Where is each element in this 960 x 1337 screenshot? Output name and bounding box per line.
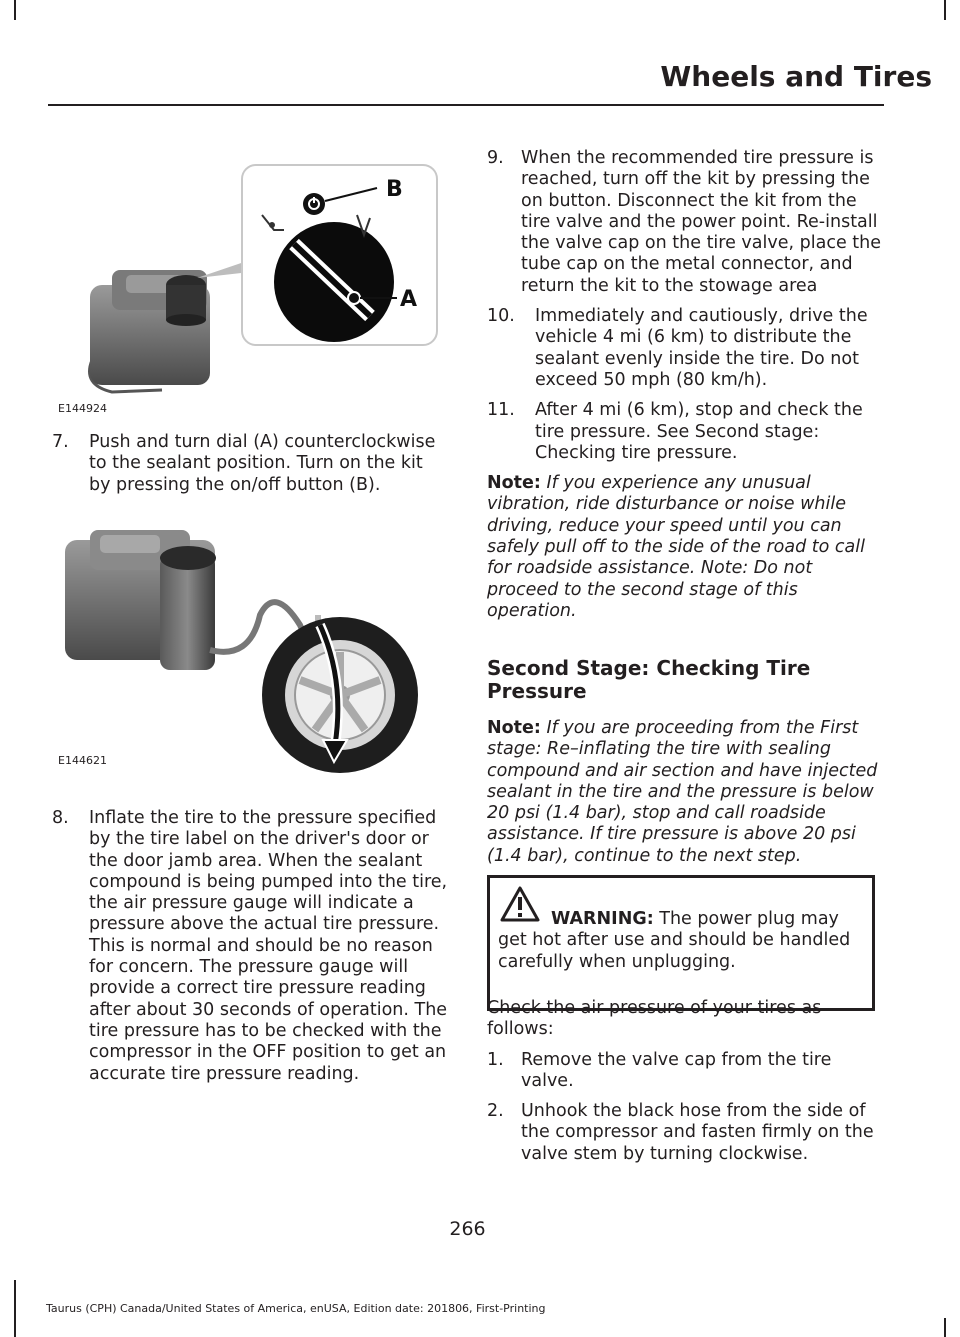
step-text: Inflate the tire to the pressure specified by the tire label on the driver's door or the door jamb area. When the sealant compound is being pumped into the tire, the air pressure gauge will indicate a pressure above the actual tire pressure. This is normal and should be no reason for concern. The pressure gauge will provide a correct tire pressure reading after about 30 seconds of operation. The tire pressure has to be checked with the compressor in the OFF position to get an accurate tire pressure reading. — [89, 808, 448, 1084]
page-title: Wheels and Tires — [660, 60, 932, 93]
step-number: 10. — [487, 306, 515, 327]
list-item — [487, 400, 882, 464]
step-text: Immediately and cautiously, drive the vehicle 4 mi (6 km) to distribute the sealant evenly inside the tire. Do not exceed 50 mph (80 km/h). — [535, 306, 868, 390]
list-item — [52, 432, 448, 496]
warning-box — [487, 875, 875, 1011]
step-text: Remove the valve cap from the tire valve. — [521, 1049, 832, 1091]
list-item — [487, 148, 882, 297]
step-number: 2. — [487, 1101, 504, 1122]
step-text: When the recommended tire pressure is reached, turn off the kit by pressing the on button. Disconnect the kit from the tire valve and the power point. Re-install the valve cap on the tire valve, place the tube cap on the metal connector, and return the kit to the stowage area — [521, 148, 881, 296]
section-heading: Second Stage: Checking Tire Pressure — [487, 656, 811, 703]
power-button-icon — [303, 193, 325, 215]
note — [487, 718, 882, 867]
warning-text: The power plug may get hot after use and should be handled carefully when unplugging. — [498, 909, 851, 972]
step-text: After 4 mi (6 km), stop and check the tire pressure. See Second stage: Checking tire pressure. — [535, 400, 863, 463]
note-label: Note: — [487, 473, 541, 494]
step-text: Push and turn dial (A) counterclockwise to the sealant position. Turn on the kit by pressing the on/off button (B). — [89, 432, 436, 495]
step-number: 9. — [487, 148, 504, 168]
figure-code: E144924 — [58, 402, 107, 415]
header-rule — [48, 104, 884, 106]
warning-label: WARNING: — [551, 909, 654, 929]
figure-code: E144621 — [58, 754, 107, 767]
warning-text-block — [498, 909, 870, 973]
note — [487, 473, 882, 622]
step-number: 8. — [52, 808, 69, 828]
note-text: If you experience any unusual vibration, ride disturbance or noise while driving, reduce your speed until you can safely pull off to the side of the road to call for roadside assistance. Note: Do not proceed to the second stage of this operation. — [487, 473, 865, 621]
compressor-dial-figure — [52, 160, 442, 400]
list-item — [487, 1101, 882, 1165]
intro-text: Check the air pressure of your tires as follows: — [487, 998, 822, 1040]
step-number: 7. — [52, 432, 69, 452]
callout-b: B — [386, 177, 403, 202]
page-number: 266 — [449, 1218, 486, 1240]
list-item — [487, 306, 882, 391]
footer-text: Taurus (CPH) Canada/United States of America, enUSA, Edition date: 201806, First-Printing — [46, 1302, 546, 1315]
step-text: Unhook the black hose from the side of the compressor and fasten firmly on the valve stem by turning clockwise. — [521, 1101, 874, 1164]
crop-mark-bottom-left-v — [14, 1280, 16, 1337]
callout-a: A — [400, 287, 418, 312]
crop-mark-top-left-v — [14, 0, 16, 20]
note-text: If you are proceeding from the First stage: Re–inflating the tire with sealing compound and air section and have injected sealant in the tire and the pressure is below 20 psi (1.4 bar), stop and call roadside assistance. If tire pressure is above 20 psi (1.4 bar), continue to the next step. — [487, 718, 878, 866]
list-item — [487, 1050, 882, 1093]
compressor-tire-figure — [60, 530, 445, 775]
crop-mark-top-right-v — [944, 0, 946, 20]
crop-mark-bottom-right-v — [944, 1318, 946, 1337]
step-number: 11. — [487, 400, 515, 421]
step-number: 1. — [487, 1049, 504, 1070]
note-label: Note: — [487, 718, 541, 738]
list-item — [52, 808, 448, 1085]
gauge-cylinder — [160, 555, 215, 670]
